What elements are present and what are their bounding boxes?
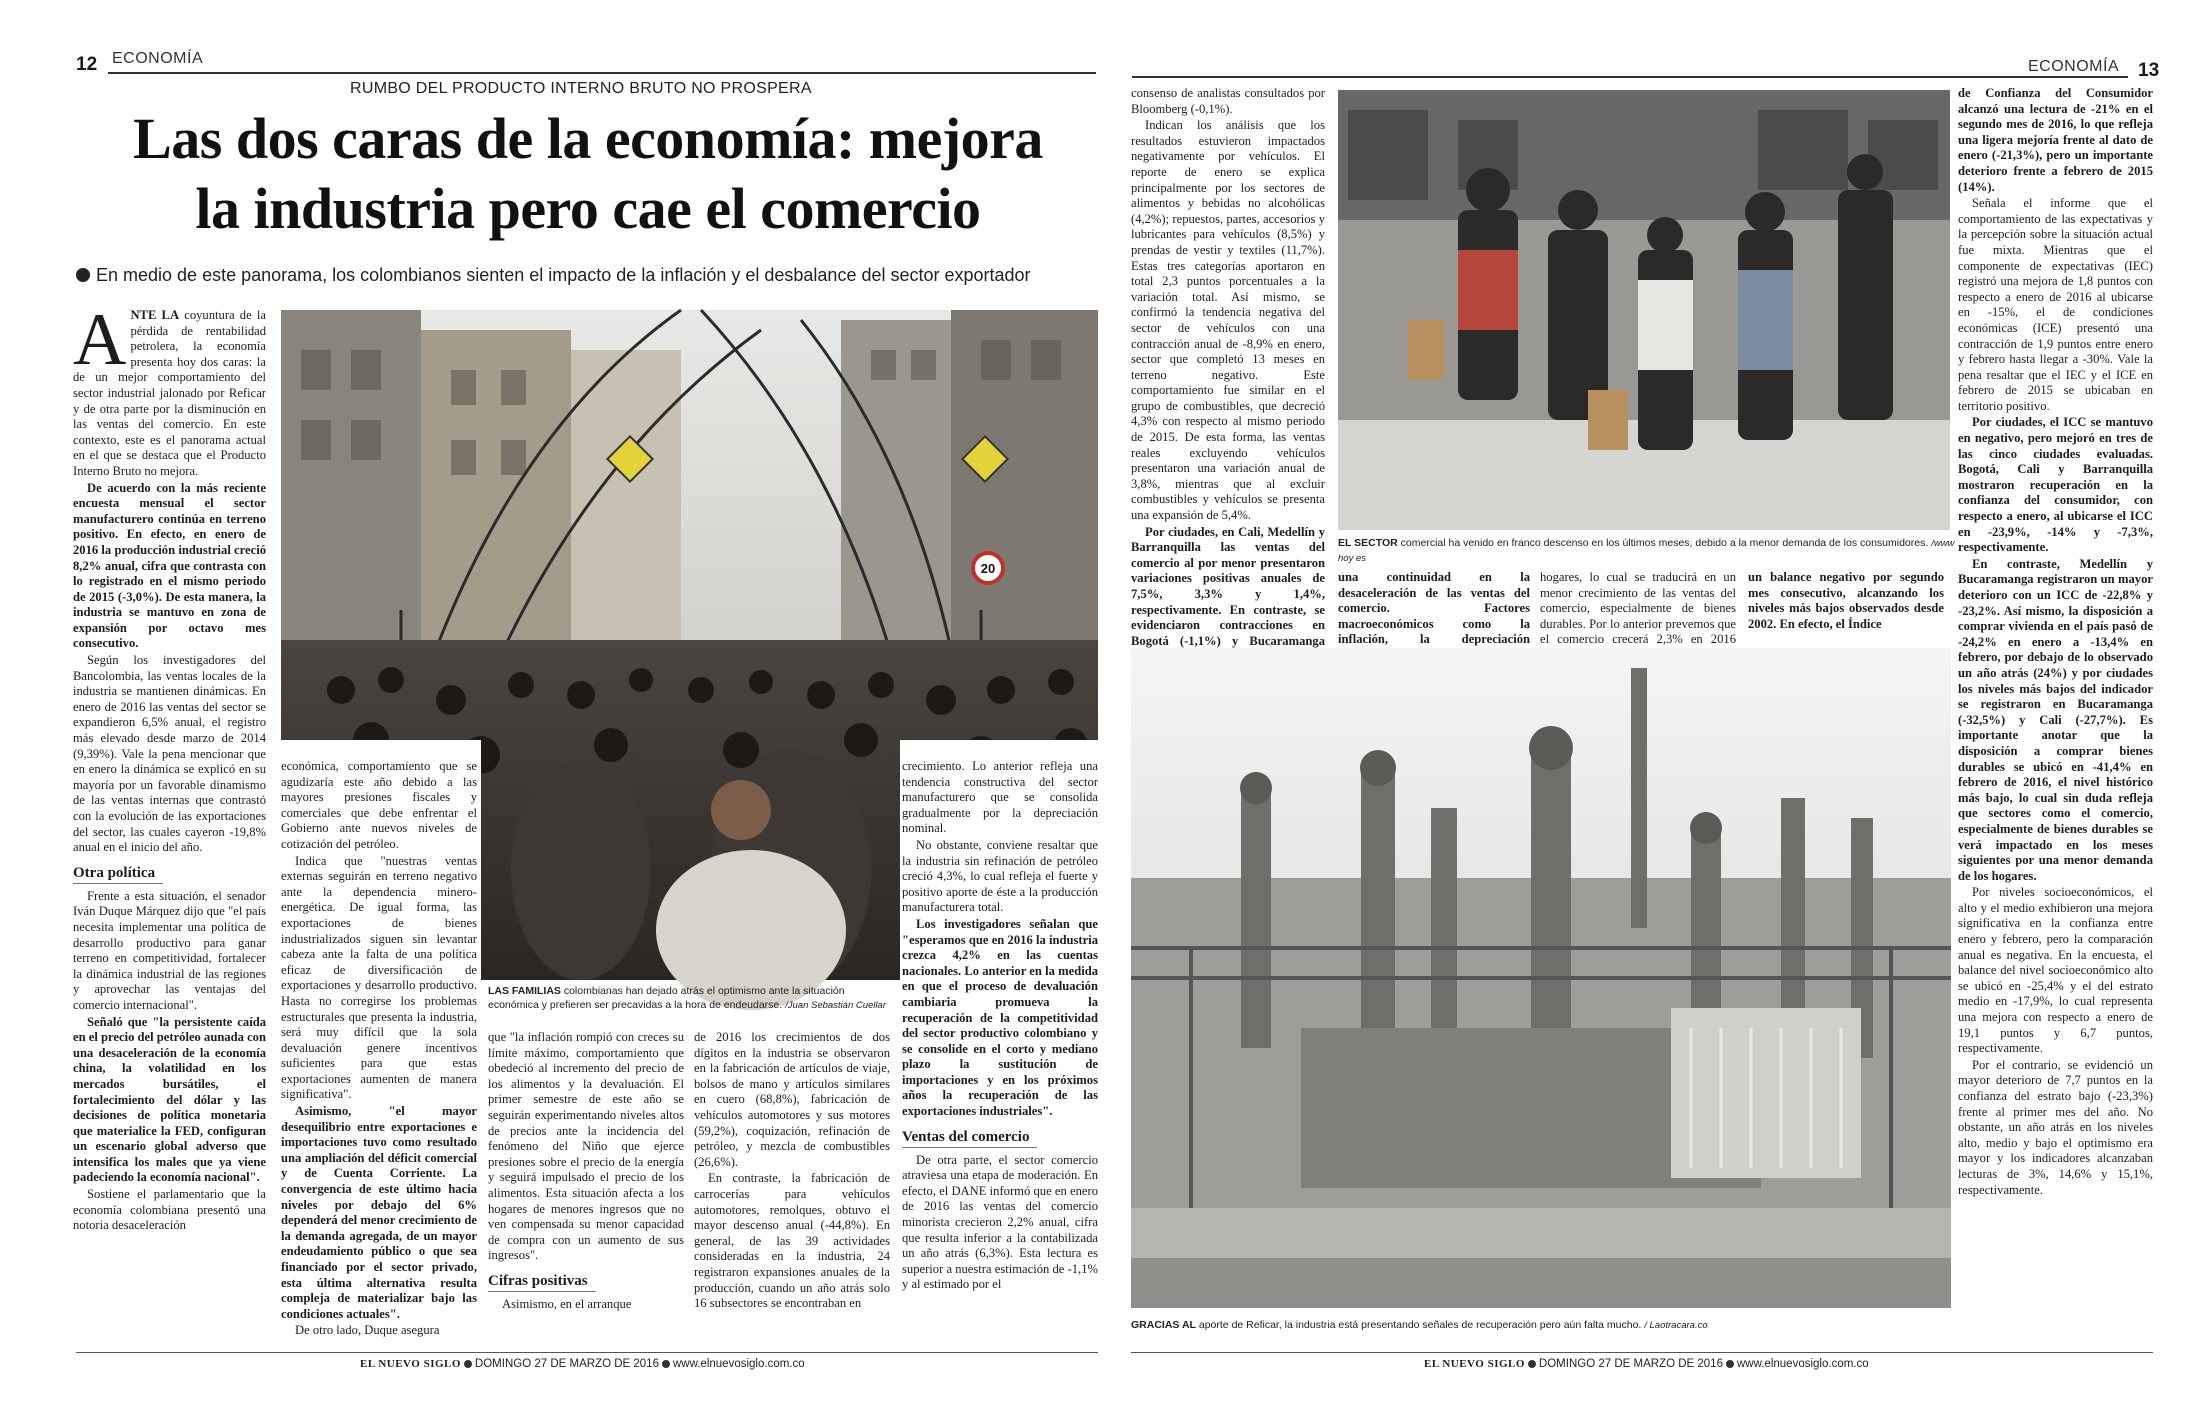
col5-p2: No obstante, conviene resaltar que la industria sin refinación de petróleo creció 4,3%, lo cual refleja el fuerte y positivo aporte de éste a la producción manufacturera total. bbox=[902, 837, 1098, 915]
right-footer-brand: EL NUEVO SIGLO bbox=[1424, 1358, 1525, 1370]
col1-p3: Según los investigadores del Bancolombia, las ventas locales de la industria se mantienen dinámicas. En enero de 2016 las ventas del sector se expandieron 6,5% anual, el registro más elevado desde marzo de 2014 (9,39%). Vale la pena mencionar que en enero la dinámica se explicó en su mayoría por un favorable dinamismo de las ventas internas que contrastó con la evolución de las exportaciones del sector, las cuales cayeron -19,8% anual en el inicio del año. bbox=[73, 653, 266, 855]
article-column-10 bbox=[1958, 86, 2153, 1348]
col4-p1: de 2016 los crecimientos de dos dígitos en la industria se observaron en la fabricación de artículos de viaje, bolsos de mano y artículos similares en cuero (68,8%), fabricación de vehículos automotores y sus motores (59,2%), coquización, refinación de petróleo, y mezcla de combustibles (26,6%). bbox=[694, 1030, 890, 1169]
refinery-caption-credit: / Laotracara.co bbox=[1644, 1320, 1708, 1331]
speed-sign-text: 20 bbox=[980, 561, 996, 576]
dropcap: A bbox=[73, 299, 127, 381]
shop-caption-credit: /www hoy es bbox=[1338, 538, 1955, 564]
lead-in: NTE LA bbox=[130, 308, 180, 322]
refinery-photo bbox=[1131, 648, 1951, 1308]
left-footer-rule bbox=[76, 1352, 1098, 1353]
subhead-ventas-comercio: Ventas del comercio bbox=[902, 1127, 1037, 1148]
col2-p4: De otro lado, Duque asegura bbox=[295, 1323, 440, 1338]
left-footer-date: DOMINGO 27 DE MARZO DE 2016 bbox=[474, 1358, 659, 1370]
footer-dot-icon bbox=[1528, 1360, 1536, 1368]
col2-p2: Indica que "nuestras ventas externas seguirán en terreno negativo ante la dependencia minero-energética. De igual forma, las exportaciones de bienes industrializados siguen sin levantar cabeza ante la falta de una política eficaz de diversificación de exportaciones y desarrollo productivo. Hasta no corregirse los problemas estructurales que presenta la industria, será muy difícil que la sola devaluación genere incentivos suficientes para que estas exportaciones aumenten de manera significativa". bbox=[281, 853, 477, 1102]
speed-sign-icon bbox=[973, 553, 1003, 583]
col9-p1: un balance negativo por segundo mes consecutivo, alcanzando los niveles más bajos observados desde 2002. En efecto, el Índice bbox=[1748, 570, 1944, 631]
col2-p3: Asimismo, "el mayor desequilibrio entre exportaciones e importaciones tuvo como resultado una ampliación del déficit comercial y de Cuenta Corriente. La convergencia de este último hacia niveles por debajo del 6% dependerá del menor crecimiento de la demanda agregada, de un mayor endeudamiento público o que sea financiado por el sector privado, esta última alternativa resulta compleja de materializar bajo las condiciones actuales". bbox=[281, 1104, 477, 1321]
col1-p4: Frente a esta situación, el senador Iván Duque Márquez dijo que "el país necesita implementar una política de desarrollo productivo para ganar terreno en competitividad, fortalecer la dinámica industrial de las regiones y aprovechar las ventajas del comercio internacional". bbox=[73, 888, 266, 1012]
col10-p5: Por niveles socioeconómicos, el alto y el medio exhibieron una mejora significativa en la confianza entre enero y febrero, pero la comparación anual es negativa. En la encuesta, el balance del nivel socioeconómico alto se ubicó en -25,4% y el del estrato medio en -17,9%, lo cual representa una mejora con respecto a enero de 19,1 puntos y 6,7 puntos, respectivamente. bbox=[1958, 885, 2153, 1056]
headline-line-2: la industria pero cae el comercio bbox=[195, 176, 981, 241]
footer-dot-icon bbox=[464, 1360, 472, 1368]
col10-p6: Por el contrario, se evidenció un mayor deterioro de 7,7 puntos en la confianza del estrato bajo (-23,3%) frente al primer mes del año. No obstante, un año atrás en los niveles alto, medio y bajo el optimismo era mayor y los indicadores alcanzaban lecturas de 3%, 14,6% y 15,1%, respectivamente. bbox=[1958, 1057, 2153, 1197]
col10-p2: Señala el informe que el comportamiento de las expectativas y la percepción sobre la situación actual fue mixta. Mientras que el componente de expectativas (IEC) registró una mejora de 1,8 puntos con respecto a enero de 2016 al ubicarse en -15%, el de condiciones económicas (ICE) presentó una contracción de 1,9 puntos entre enero y febrero hasta llegar a -30%. Vale la pena resaltar que el IEC y el ICE en febrero de 2015 se ubicaban en territorio positivo. bbox=[1958, 196, 2153, 413]
deck-text: En medio de este panorama, los colombianos sienten el impacto de la inflación y el desbalance del sector exportador bbox=[96, 265, 1031, 285]
right-footer-date: DOMINGO 27 DE MARZO DE 2016 bbox=[1538, 1358, 1723, 1370]
left-footer bbox=[360, 1358, 805, 1370]
col6-p1: consenso de analistas consultados por Bloomberg (-0,1%). bbox=[1131, 86, 1325, 116]
deck-bullet-icon bbox=[76, 268, 90, 282]
headline-line-1: Las dos caras de la economía: mejora bbox=[133, 106, 1043, 171]
col5-p3: Los investigadores señalan que "esperamos que en 2016 la industria crezca 4,2% en las cuentas nacionales. Lo anterior en la medida en que el proceso de devaluación cambiaria promueva la recuperación de la competitividad del sector productivo colombiano y se consolide en el corto y mediano plazo la sustitución de importaciones y en los próximos años la recuperación de las exportaciones industriales". bbox=[902, 916, 1098, 1119]
col7-p1: una continuidad en la desaceleración de las ventas del comercio. Factores macroeconómicos como la inflación, la depreciación bbox=[1338, 570, 1530, 647]
right-footer bbox=[1424, 1358, 1869, 1370]
deck bbox=[76, 264, 1100, 286]
col3-p1: que "la inflación rompió con creces su límite máximo, comportamiento que obedeció al incremento del precio de los alimentos y la devaluación. El primer semestre de este año se seguirán experimentando niveles altos de precios ante la incidencia del fenómeno del Niño que ejerce presiones sobre el precio de la energía y seguirá impulsado el precio de los alimentos. Esta situación afecta a los hogares de menores ingresos que no ven compensada su menor capacidad de compra con un aumento de sus ingresos". bbox=[488, 1030, 684, 1263]
col1-p5: Señaló que "la persistente caída en el precio del petróleo aunada con una desaceleración de la economía china, la volatilidad en los mercados bursátiles, el fortalecimiento del dólar y las decisiones de política monetaria que materialice la FED, configuran un escenario global adverso que intensifica los males que ya viene padeciendo la economía nacional". bbox=[73, 1014, 266, 1185]
headline bbox=[76, 104, 1100, 244]
article-column-9 bbox=[1748, 570, 1944, 640]
col4-p2: En contraste, la fabricación de carrocerías para vehículos automotores, remolques, obtuvo el mayor descenso anual (-44,8%). En general, de las 39 actividades consideradas en la industria, 24 registraron expansiones anuales de la producción, cuando un año atrás solo 16 subsectores se encontraban en bbox=[694, 1171, 890, 1311]
shoppers-photo-image bbox=[1338, 90, 1950, 530]
col2-p1: económica, comportamiento que se agudizaría este año debido a las mayores presiones fiscales y comerciales que debe enfrentar el Gobierno ante nuevos niveles de cotización del petróleo. bbox=[281, 759, 477, 851]
left-section-label: ECONOMÍA bbox=[112, 50, 204, 67]
col8-p1: hogares, lo cual se traducirá en un menor crecimiento de las ventas del comercio, especialmente de bienes durables. Por lo anterior prevemos que el comercio crecerá 2,3% en 2016 bbox=[1540, 570, 1736, 647]
article-column-2 bbox=[281, 759, 477, 1346]
footer-dot-icon bbox=[662, 1360, 670, 1368]
subhead-otra-politica: Otra política bbox=[73, 863, 163, 884]
right-header-rule bbox=[1132, 76, 2128, 78]
subhead-cifras-positivas: Cifras positivas bbox=[488, 1271, 596, 1292]
crowd-caption-lead: LAS FAMILIAS bbox=[488, 985, 561, 997]
col5-p4: De otra parte, el sector comercio atraviesa una etapa de moderación. En efecto, el DANE informó que en enero de 2016 las ventas del comercio minorista crecieron 2,2% anual, cifra que resulta inferior a la contabilizada un año atrás (6,3%). Esta lectura es superior a nuestra estimación de -1,1% y al estimado por el bbox=[902, 1152, 1098, 1292]
crowd-caption-credit: /Juan Sebastián Cuellar bbox=[785, 1000, 886, 1011]
left-footer-brand: EL NUEVO SIGLO bbox=[360, 1358, 461, 1370]
col10-p4: En contraste, Medellín y Bucaramanga registraron un mayor deterioro con un ICC de -22,8% y -23,2%. Así mismo, la disposición a comprar vivienda en el país pasó de -24,2% en enero a -13,4% en febrero, por debajo de lo observado un año atrás (24%) y por ciudades los niveles más bajos del indicador se registraron en Bucaramanga (-32,5%) y Cali (-27,7%). Es importante anotar que la disposición a comprar bienes durables se ubicó en -41,4% en febrero de 2016, el nivel histórico más bajo, lo cual sin duda refleja que sectores como el comercio, especialmente de bienes durables se verá impactado en los meses siguientes por una menor demanda de los hogares. bbox=[1958, 556, 2153, 883]
refinery-caption-text: aporte de Reficar, la industria está presentando señales de recuperación pero aún falta mucho. bbox=[1198, 1319, 1642, 1331]
article-column-5 bbox=[902, 759, 1098, 1346]
footer-dot-icon bbox=[1726, 1360, 1734, 1368]
shop-caption-lead: EL SECTOR bbox=[1338, 537, 1398, 549]
col6-p2: Indican los análisis que los resultados estuvieron impactados negativamente por vehículos. El reporte de enero se explica principalmente por los sectores de alimentos y bebidas no alcohólicas (4,2%); repuestos, partes, accesorios y lubricantes para vehículos (8,5%) y prendas de vestir y textiles (11,7%). Estas tres categorías aportaron en total 2,3 puntos porcentuales a la variación total. Así mismo, se confirmó la tendencia negativa del sector de vehículos con una contracción anual de -8,9% en enero, sector que completó 13 meses en terreno negativo. Este comportamiento fue similar en el grupo de combustibles, que decreció 4,3% con respecto al mismo periodo de 2015. De esta forma, las ventas reales excluyendo vehículos presentaron una variación anual de 3,8%, mientras que al excluir combustibles y vehículos se presenta una expansión de 5,4%. bbox=[1131, 118, 1325, 523]
article-column-1 bbox=[73, 299, 266, 1343]
right-footer-rule bbox=[1131, 1352, 2153, 1353]
article-column-3 bbox=[488, 1030, 684, 1346]
refinery-caption-lead: GRACIAS AL bbox=[1131, 1319, 1196, 1331]
col1-p6: Sostiene el parlamentario que la economía colombiana presentó una notoria desaceleración bbox=[73, 1187, 266, 1233]
col3-p2: Asimismo, en el arranque bbox=[502, 1296, 632, 1311]
left-page-number: 12 bbox=[76, 54, 98, 75]
col1-p1: coyuntura de la pérdida de rentabilidad petrolera, la economía presenta hoy dos caras: la de un mejor comportamiento del sector industrial jalonado por Reficar y de otra parte por la disminución en las ventas del comercio. En este contexto, este es el panorama actual en el que se destaca que el Producto Interno Bruto no mejora. bbox=[73, 308, 266, 478]
shop-caption bbox=[1338, 536, 1958, 566]
col6-p3: Por ciudades, en Cali, Medellín y Barranquilla las ventas del comercio al por menor presentaron variaciones positivas anuales de 7,5%, 3,3% y 1,4%, respectivamente. En contraste, se evidenciaron contracciones en Bogotá (-1,1%) y Bucaramanga bbox=[1131, 524, 1325, 648]
kicker: RUMBO DEL PRODUCTO INTERNO BRUTO NO PROSPERA bbox=[350, 80, 812, 97]
right-footer-url[interactable]: www.elnuevosiglo.com.co bbox=[1736, 1358, 1869, 1370]
right-page-number: 13 bbox=[2138, 60, 2160, 81]
shoppers-photo bbox=[1338, 90, 1950, 530]
article-column-4 bbox=[694, 1030, 890, 1346]
col10-p3: Por ciudades, el ICC se mantuvo en negativo, pero mejoró en tres de las cinco ciudades evaluadas. Bogotá, Cali y Barranquilla mostraron recuperación en la confianza del consumidor, con respecto a enero, al ubicarse el ICC en -23,9%, -14% y -7,3%, respectivamente. bbox=[1958, 415, 2153, 555]
left-footer-url[interactable]: www.elnuevosiglo.com.co bbox=[672, 1358, 805, 1370]
refinery-caption bbox=[1131, 1318, 1951, 1348]
col10-p1: de Confianza del Consumidor alcanzó una lectura de -21% en el segundo mes de 2016, lo que refleja una ligera mejoría frente al dato de enero (-21,3%), pero un importante deterioro frente a febrero de 2015 (14%). bbox=[1958, 86, 2153, 194]
crowd-caption-text: colombianas han dejado atrás el optimismo ante la situación económica y prefieren ser precavidas a la hora de endeudarse. bbox=[488, 985, 845, 1011]
right-section-label: ECONOMÍA bbox=[2028, 58, 2120, 75]
crowd-caption bbox=[488, 984, 888, 1024]
left-header-rule bbox=[108, 72, 1096, 74]
refinery-photo-image bbox=[1131, 648, 1951, 1308]
col5-p1: crecimiento. Lo anterior refleja una tendencia constructiva del sector manufacturero que se consolida gradualmente por la depreciación nominal. bbox=[902, 759, 1098, 836]
shop-caption-text: comercial ha venido en franco descenso en los últimos meses, debido a la menor demanda de los consumidores. bbox=[1400, 537, 1929, 549]
col1-p2: De acuerdo con la más reciente encuesta mensual el sector manufacturero continúa en terreno positivo. En efecto, en enero de 2016 la producción industrial creció 8,2% anual, cifra que contrasta con lo registrado en el mismo periodo de 2015 (-3,0%). De esta manera, la industria se mantuvo en zona de expansión por octavo mes consecutivo. bbox=[73, 480, 266, 651]
